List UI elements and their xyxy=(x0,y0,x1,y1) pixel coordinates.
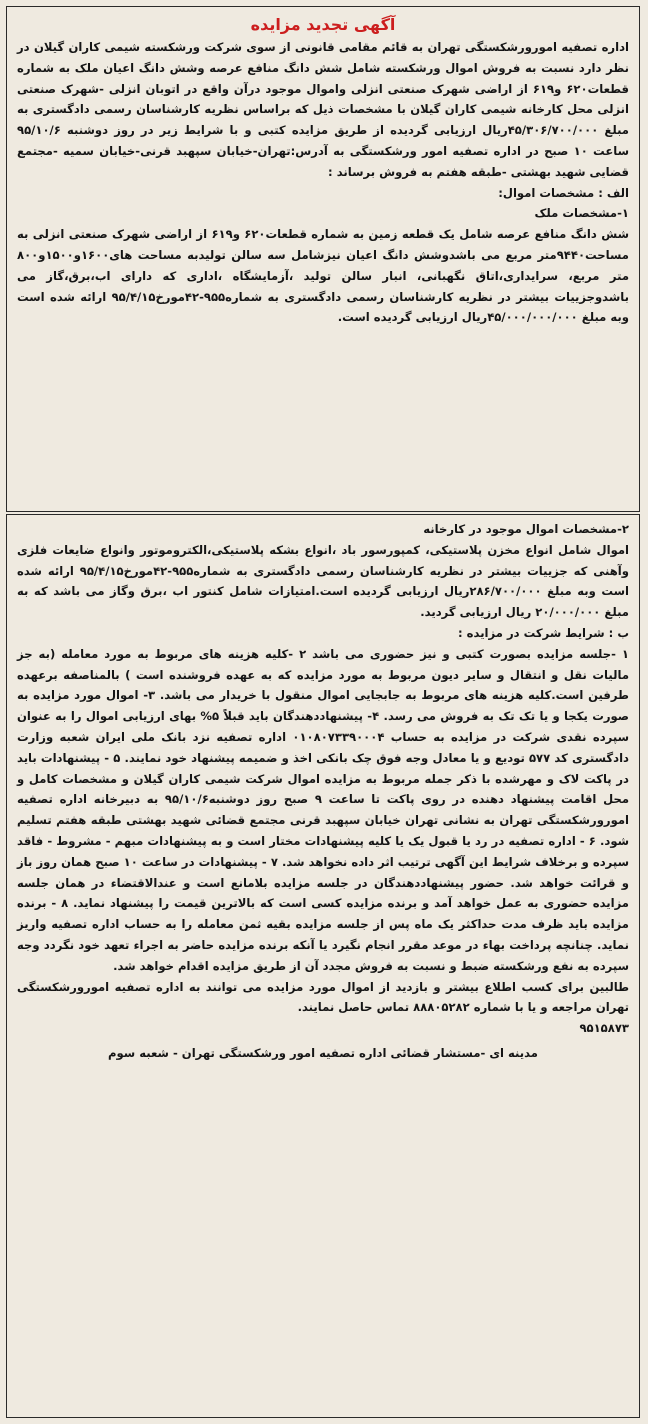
section-a-heading: الف : مشخصات اموال: xyxy=(498,185,629,200)
notice-block-2 xyxy=(6,514,640,1418)
notice-title: آگهی تجدید مزایده xyxy=(250,15,396,34)
notice-block-1 xyxy=(6,6,640,512)
item2-heading: ۲-مشخصات اموال موجود در کارخانه xyxy=(423,522,629,536)
item1-paragraph: شش دانگ منافع عرصه شامل یک قطعه زمین به شماره قطعات۶۲۰ و۶۱۹ از اراضی شهرک صنعتی انزلی به مساحت۹۴۴۰متر مربع می باشدوشش دانگ اعیان نیزشامل سه سالن تولیدبه مساحت های۱۶۰۰و۱۵۰۰و۸۰۰ متر مربع، سرایداری،اتاق نگهبانی، انبار سالن تولید ،آزمایشگاه ،اداری که دارای اب،برق،گاز می باشدوجزییات بیشتر در نظریه کارشناسان رسمی دادگستری به شماره۹۵۵-۴۲مورخ۹۵/۴/۱۵ ارائه شده است وبه مبلغ ۴۵/۰۰۰/۰۰۰/۰۰۰ریال ارزیابی گردیده است. xyxy=(17,227,630,325)
conditions-paragraph: ۱ -جلسه مزایده بصورت کتبی و نیز حضوری می باشد ۲ -کلیه هزینه های مربوط به مورد معامله (به جز مالیات نقل و انتقال و سایر دیون مربوط به مورد مزایده که به عهده فروشنده است ) بالمناصفه برعهده طرفین است.کلیه هزینه های مربوط به جابجایی اموال منقول با خریدار می باشد. ۳- اموال مورد مزایده به صورت یکجا و یا تک تک به فروش می رسد. ۴- پیشنهاددهندگان باید قبلاً ۵% بهای ارزیابی اموال را به عنوان سپرده نقدی شرکت در مزایده به حساب ۰۱۰۸۰۷۳۳۹۰۰۰۴ اداره تصفیه نزد بانک ملی ایران شعبه وزارت دادگستری کد ۵۷۷ تودیع و یا معادل وجه فوق چک بانکی اخذ و ضمیمه پیشنهاد خود نمایند. ۵ - پیشنهادات باید در پاکت لاک و مهرشده با ذکر جمله مربوط به مزایده اموال شرکت شیمی کاران گیلان و مشخصات کامل و محل اقامت پیشنهاد دهنده در روی پاکت تا ساعت ۹ صبح روز دوشنبه۹۵/۱۰/۶ به دبیرخانه اداره تصفیه امورورشکستگی تهران به نشانی تهران خیابان سپهبد قرنی مجتمع قضائی شهید بهشتی طبقه هفتم تسلیم شود. ۶ - اداره تصفیه در رد یا قبول یک یا کلیه پیشنهادات مختار است و به پیشنهادات مبهم - مشروط - فاقد سپرده و برخلاف شرایط این آگهی ترتیب اثر داده نخواهد شد. ۷ - پیشنهادات در ساعت ۱۰ صبح همان روز باز و قرائت خواهد شد. حضور پیشنهاددهندگان در جلسه مزایده بلامانع است و عندالاقتضاء در همان جلسه مزایده حضوری به عمل خواهد آمد و برنده مزایده کسی است که بالاترین قیمت را پیشنهاد نماید. ۸ - برنده مزایده باید ظرف مدت حداکثر یک ماه پس از جلسه مزایده بقیه ثمن معامله را به حساب اداره تصفیه واریز نماید. چنانچه پرداخت بهاء در موعد مقرر انجام نگیرد یا آنکه برنده مزایده حاضر به اجراء تعهد خود نگردد وجه سپرده به نفع ورشکسته ضبط و نسبت به فروش مجدد آن از طریق مزایده اقدام خواهد شد. xyxy=(17,646,629,973)
section-b-heading: ب : شرایط شرکت در مزایده : xyxy=(457,625,629,640)
signature-line: مدینه ای -مستشار قضائی اداره تصفیه امور ورشکستگی تهران - شعبه سوم xyxy=(108,1045,538,1060)
notice-code: ۹۵۱۵۸۷۳ xyxy=(579,1021,629,1036)
item2-paragraph: اموال شامل انواع مخزن پلاستیکی، کمپورسور باد ،انواع بشکه پلاستیکی،الکتروموتور وانواع ضایعات فلزی وآهنی که جزییات بیشتر در نظریه کارشناسان رسمی دادگستری به شماره۹۵۵-۴۲مورخ۹۵/۴/۱۵ ارائه شده است وبه مبلغ ۲۸۶/۷۰۰/۰۰۰ریال ارزیابی گردیده است.امتیازات شامل کنتور اب ،برق وگاز می باشد که به مبلغ ۲۰/۰۰۰/۰۰۰ ریال ارزیابی گردید. xyxy=(17,542,629,620)
notice-block-2-text xyxy=(7,519,639,1064)
item1-heading: ۱-مشخصات ملک xyxy=(534,206,629,221)
intro-paragraph: اداره تصفیه امورورشکستگی تهران به قائم مقامی قانونی از سوی شرکت ورشکسته شیمی کاران گیلان در نظر دارد نسبت به فروش اموال ورشکسته شامل شش دانگ منافع عرصه وشش دانگ اعیان ملک به شماره قطعات۶۲۰ و۶۱۹ از اراضی شهرک صنعتی انزلی واموال موجود درآن واقع در اتوبان انزلی -شهرک صنعتی انزلی محل کارخانه شیمی کاران گیلان با مشخصات ذیل که براساس نظریه کارشناسان رسمی دادگستری به مبلغ ۴۵/۳۰۶/۷۰۰/۰۰۰ریال ارزیابی گردیده از طریق مزایده کتبی و با شرایط زیر در روز دوشنبه ۹۵/۱۰/۶ ساعت ۱۰ صبح در اداره تصفیه امور ورشکستگی به آدرس:تهران-خیابان سپهبد قرنی-خیابان سمیه -مجتمع قضایی شهید بهشتی -طبقه هفتم به فروش برساند : xyxy=(17,40,629,179)
contact-paragraph: طالبین برای کسب اطلاع بیشتر و بازدید از اموال مورد مزایده می توانند به اداره تصفیه امورورشکستگی تهران مراجعه و یا با شماره ۸۸۸۰۵۲۸۲ تماس حاصل نمایند. xyxy=(17,979,629,1015)
notice-block-1-text xyxy=(7,13,639,328)
